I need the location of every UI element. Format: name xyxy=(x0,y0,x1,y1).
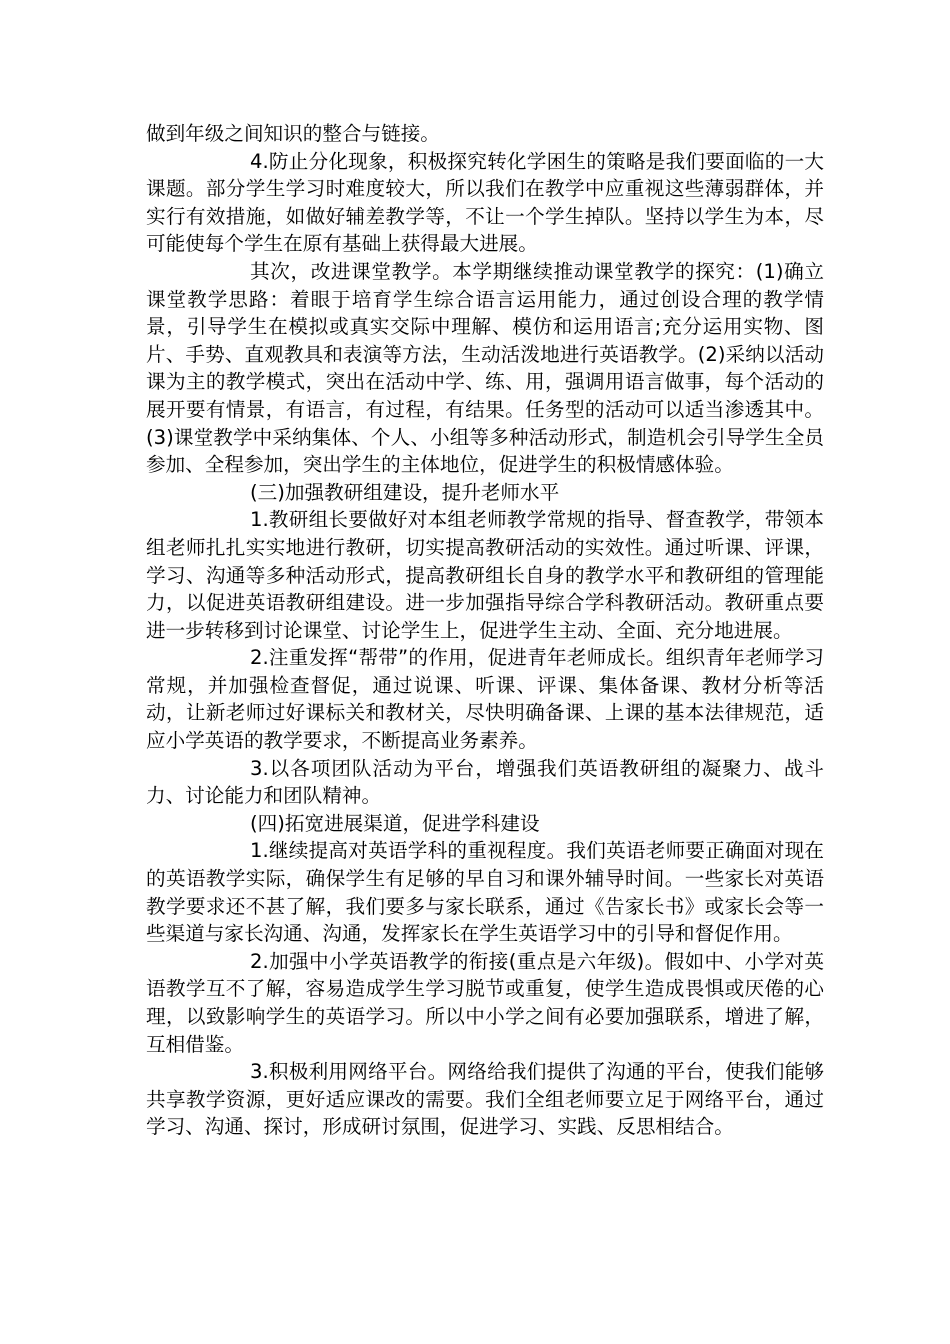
paragraph-section4-item-2: 2.加强中小学英语教学的衔接(重点是六年级)。假如中、小学对英语教学互不了解，容易造成学生学习脱节或重复，使学生造成畏惧或厌倦的心理，以致影响学生的英语学习。所以中小学之间有必要加强联系，增进了解，互相借鉴。 xyxy=(146,949,824,1056)
paragraph-section3-item-3: 3.以各项团队活动为平台，增强我们英语教研组的凝聚力、战斗力、讨论能力和团队精神。 xyxy=(146,756,824,808)
paragraph-section3-item-1: 1.教研组长要做好对本组老师教学常规的指导、督查教学，带领本组老师扎扎实实地进行教研，切实提高教研活动的实效性。通过听课、评课，学习、沟通等多种活动形式，提高教研组长自身的教学水平和教研组的管理能力，以促进英语教研组建设。进一步加强指导综合学科教研活动。教研重点要进一步转移到讨论课堂、讨论学生上，促进学生主动、全面、充分地进展。 xyxy=(146,508,824,642)
paragraph-section3-item-2: 2.注重发挥“帮带”的作用，促进青年老师成长。组织青年老师学习常规，并加强检查督促，通过说课、听课、评课、集体备课、教材分析等活动，让新老师过好课标关和教材关，尽快明确备课、上课的基本法律规范，适应小学英语的教学要求，不断提高业务素养。 xyxy=(146,646,824,753)
document-body xyxy=(146,120,824,1141)
paragraph-item-4: 4.防止分化现象，积极探究转化学困生的策略是我们要面临的一大课题。部分学生学习时难度较大，所以我们在教学中应重视这些薄弱群体，并实行有效措施，如做好辅差教学等，不让一个学生掉队。坚持以学生为本，尽可能使每个学生在原有基础上获得最大进展。 xyxy=(146,149,824,256)
paragraph-continuation: 做到年级之间知识的整合与链接。 xyxy=(146,122,440,145)
paragraph-section4-item-3: 3.积极利用网络平台。网络给我们提供了沟通的平台，使我们能够共享教学资源，更好适应课改的需要。我们全组老师要立足于网络平台，通过学习、沟通、探讨，形成研讨氛围，促进学习、实践、反思相结合。 xyxy=(146,1060,824,1139)
paragraph-classroom-teaching: 其次，改进课堂教学。本学期继续推动课堂教学的探究：(1)确立课堂教学思路：着眼于培育学生综合语言运用能力，通过创设合理的教学情景，引导学生在模拟或真实交际中理解、模仿和运用语言;充分运用实物、图片、手势、直观教具和表演等方法，生动活泼地进行英语教学。(2)采纳以活动课为主的教学模式，突出在活动中学、练、用，强调用语言做事，每个活动的展开要有情景，有语言，有过程，有结果。任务型的活动可以适当渗透其中。(3)课堂教学中采纳集体、个人、小组等多种活动形式，制造机会引导学生全员参加、全程参加，突出学生的主体地位，促进学生的积极情感体验。 xyxy=(146,259,824,477)
section-heading-3: (三)加强教研组建设，提升老师水平 xyxy=(250,480,560,504)
section-heading-4: (四)拓宽进展渠道，促进学科建设 xyxy=(250,811,540,835)
paragraph-section4-item-1: 1.继续提高对英语学科的重视程度。我们英语老师要正确面对现在的英语教学实际，确保学生有足够的早自习和课外辅导时间。一些家长对英语教学要求还不甚了解，我们要多与家长联系，通过《告家长书》或家长会等一些渠道与家长沟通、沟通，发挥家长在学生英语学习中的引导和督促作用。 xyxy=(146,839,824,946)
